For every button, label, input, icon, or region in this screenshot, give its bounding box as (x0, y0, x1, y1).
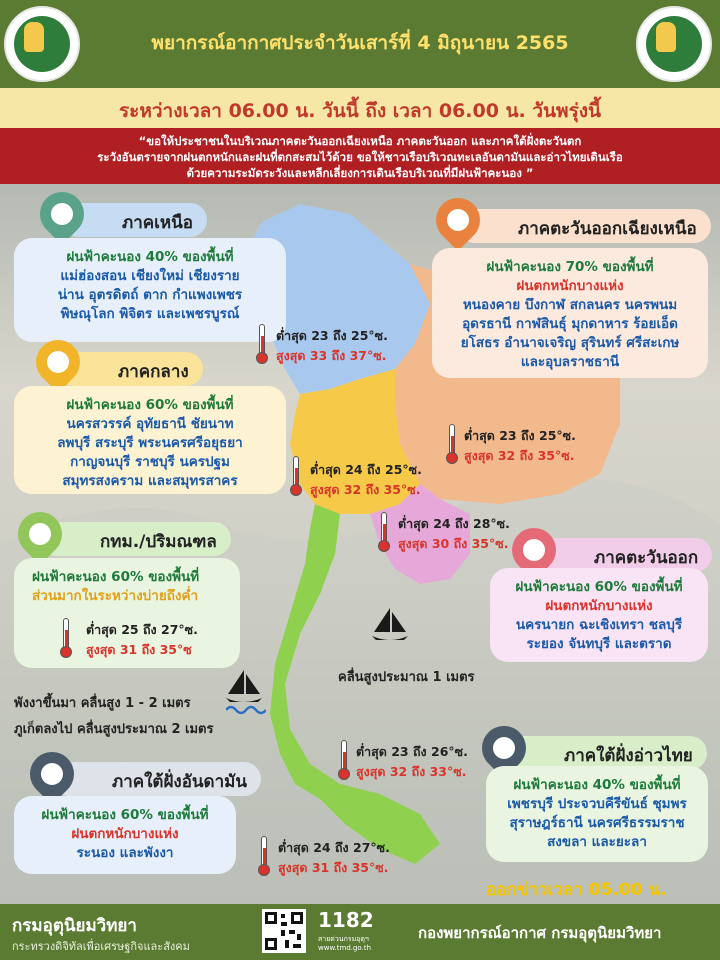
temp-max: สูงสุด 32 ถึง 35°ซ. (310, 482, 421, 497)
region-line: ฝนฟ้าคะนอง 60% ของพื้นที่ (41, 807, 209, 823)
temp-south-andaman (278, 838, 390, 878)
wave-icon (226, 704, 266, 716)
region-line: ฝนตกหนักบางแห่ง (71, 826, 179, 842)
thermometer-icon (378, 512, 390, 552)
qr-code-icon[interactable] (262, 909, 306, 953)
temp-east (398, 514, 510, 554)
thermometer-icon (446, 424, 458, 464)
region-line: ฝนฟ้าคะนอง 60% ของพื้นที่ (66, 397, 234, 413)
temp-max: สูงสุด 31 ถึง 35°ซ. (278, 860, 389, 875)
region-name-north: ภาคเหนือ (122, 213, 193, 233)
region-line: ฝนตกหนักบางแห่ง (516, 278, 624, 294)
region-line: นครสวรรค์ อุทัยธานี ชัยนาท (66, 416, 234, 432)
region-card-north (14, 238, 286, 342)
gulf-wave-text: คลื่นสูงประมาณ 1 เมตร (338, 670, 475, 685)
office-name: กองพยากรณ์อากาศ กรมอุตุนิยมวิทยา (418, 924, 662, 942)
region-name-east: ภาคตะวันออก (594, 548, 699, 568)
temp-max: สูงสุด 31 ถึง 35°ซ (86, 642, 192, 657)
thermometer-icon (60, 618, 72, 658)
sailboat-icon (370, 604, 410, 644)
region-line: ฝนฟ้าคะนอง 40% ของพื้นที่ (66, 249, 234, 265)
region-line: พิษณุโลก พิจิตร และเพชรบูรณ์ (60, 306, 240, 322)
region-tab-east (534, 538, 712, 572)
region-tab-northeast (458, 209, 711, 243)
region-line: และอุบลราชธานี (520, 354, 620, 370)
temp-min: ต่ำสุด 24 ถึง 28°ซ. (398, 516, 510, 531)
warning-banner (0, 128, 720, 184)
thermometer-icon (258, 836, 270, 876)
warning-line: “ขอให้ประชาชนในบริเวณภาคตะวันออกเฉียงเหนือ ภาคตะวันออก และภาคใต้ฝั่งตะวันตก (138, 134, 582, 148)
region-line: นครนายก ฉะเชิงเทรา ชลบุรี (515, 617, 683, 633)
region-line: น่าน อุตรดิตถ์ ตาก กำแพงเพชร (57, 287, 243, 303)
warning-line: ด้วยความระมัดระวังและหลีกเลี่ยงการเดินเรือบริเวณที่มีฝนฟ้าคะนอง ” (186, 166, 534, 180)
forecast-time-range: ระหว่างเวลา 06.00 น. วันนี้ ถึง เวลา 06.00 น. วันพรุ่งนี้ (118, 100, 602, 122)
warning-line: ระวังอันตรายจากฝนตกหนักและฝนที่ตกสะสมไว้ด้วย ขอให้ชาวเรือบริเวณทะเลอันดามันและอ่าวไทยเดินเรือ (97, 150, 623, 164)
hotline-number[interactable]: 1182 (318, 908, 374, 932)
region-line: ยโสธร อำนาจเจริญ สุรินทร์ ศรีสะเกษ (460, 335, 680, 351)
region-line: ลพบุรี สระบุรี พระนครศรีอยุธยา (57, 435, 243, 451)
region-line: สมุทรสงคราม และสมุทรสาคร (62, 473, 238, 489)
region-line: ฝนฟ้าคะนอง 60% ของพื้นที่ (515, 579, 683, 595)
region-line: เพชรบุรี ประจวบคีรีขันธ์ ชุมพร (507, 796, 687, 812)
region-line: แม่ฮ่องสอน เชียงใหม่ เชียงราย (60, 268, 240, 284)
region-name-northeast: ภาคตะวันออกเฉียงเหนือ (518, 219, 697, 239)
region-line: ส่วนมากในระหว่างบ่ายถึงค่ำ (32, 588, 199, 604)
region-line: หนองคาย บึงกาฬ สกลนคร นครพนม (462, 297, 678, 313)
temp-max: สูงสุด 32 ถึง 35°ซ. (464, 448, 575, 463)
thermometer-icon (256, 324, 268, 364)
region-card-east (490, 568, 708, 662)
region-line: สงขลา และยะลา (547, 834, 647, 850)
time-range-band (0, 88, 720, 128)
thermometer-icon (290, 456, 302, 496)
region-name-south-andaman: ภาคใต้ฝั่งอันดามัน (112, 772, 247, 792)
region-line: ฝนฟ้าคะนอง 60% ของพื้นที่ (32, 569, 200, 585)
footer-bar (0, 904, 720, 960)
region-tab-bkk (40, 522, 231, 556)
temp-bkk (86, 620, 198, 660)
region-line: กาญจนบุรี ราชบุรี นครปฐม (70, 454, 230, 470)
temp-max: สูงสุด 32 ถึง 33°ซ. (356, 764, 467, 779)
page-title: พยากรณ์อากาศประจำวันเสาร์ที่ 4 มิถุนายน 2565 (151, 32, 569, 54)
region-name-south-gulf: ภาคใต้ฝั่งอ่าวไทย (564, 746, 693, 766)
region-line: ฝนตกหนักบางแห่ง (545, 598, 653, 614)
ministry-emblem-icon (4, 6, 80, 82)
release-time: ออกข่าวเวลา 05.00 น. (486, 880, 667, 900)
region-line: สุราษฎร์ธานี นครศรีธรรมราช (509, 815, 685, 831)
region-name-bkk: กทม./ปริมณฑล (100, 532, 217, 552)
temp-northeast (464, 426, 576, 466)
tmd-emblem-icon (636, 6, 712, 82)
region-name-central: ภาคกลาง (118, 362, 189, 382)
temp-south-gulf (356, 742, 468, 782)
temp-min: ต่ำสุด 25 ถึง 27°ซ. (86, 622, 198, 637)
andaman-wave-text-1: พังงาขึ้นมา คลื่นสูง 1 - 2 เมตร (14, 696, 191, 711)
hotline-label: สายด่วนกรมอุตุฯ (318, 935, 369, 943)
region-card-south-gulf (486, 766, 708, 862)
temp-min: ต่ำสุด 23 ถึง 25°ซ. (276, 328, 388, 343)
header-bar (0, 0, 720, 88)
temp-min: ต่ำสุด 24 ถึง 27°ซ. (278, 840, 390, 855)
region-tab-south-andaman (52, 762, 261, 796)
temp-max: สูงสุด 30 ถึง 35°ซ. (398, 536, 509, 551)
temp-min: ต่ำสุด 23 ถึง 25°ซ. (464, 428, 576, 443)
region-tab-south-gulf (504, 736, 707, 770)
region-card-northeast (432, 248, 708, 378)
sailboat-icon (224, 666, 264, 706)
temp-central (310, 460, 422, 500)
andaman-wave-text-2: ภูเก็ตลงไป คลื่นสูงประมาณ 2 เมตร (14, 722, 214, 737)
temp-min: ต่ำสุด 24 ถึง 25°ซ. (310, 462, 422, 477)
thermometer-icon (338, 740, 350, 780)
department-name: กรมอุตุนิยมวิทยา (12, 916, 137, 936)
region-line: ระยอง จันทบุรี และตราด (526, 636, 672, 652)
region-line: ฝนฟ้าคะนอง 70% ของพื้นที่ (486, 259, 654, 275)
region-card-central (14, 386, 286, 494)
temp-north (276, 326, 388, 366)
region-card-south-andaman (14, 796, 236, 874)
website-link[interactable]: www.tmd.go.th (318, 944, 371, 952)
region-line: ระนอง และพังงา (76, 845, 174, 861)
region-line: ฝนฟ้าคะนอง 40% ของพื้นที่ (513, 777, 681, 793)
ministry-name: กระทรวงดิจิทัลเพื่อเศรษฐกิจและสังคม (12, 940, 190, 953)
temp-min: ต่ำสุด 23 ถึง 26°ซ. (356, 744, 468, 759)
temp-max: สูงสุด 33 ถึง 37°ซ. (276, 348, 387, 363)
region-line: อุดรธานี กาฬสินธุ์ มุกดาหาร ร้อยเอ็ด (462, 316, 678, 332)
